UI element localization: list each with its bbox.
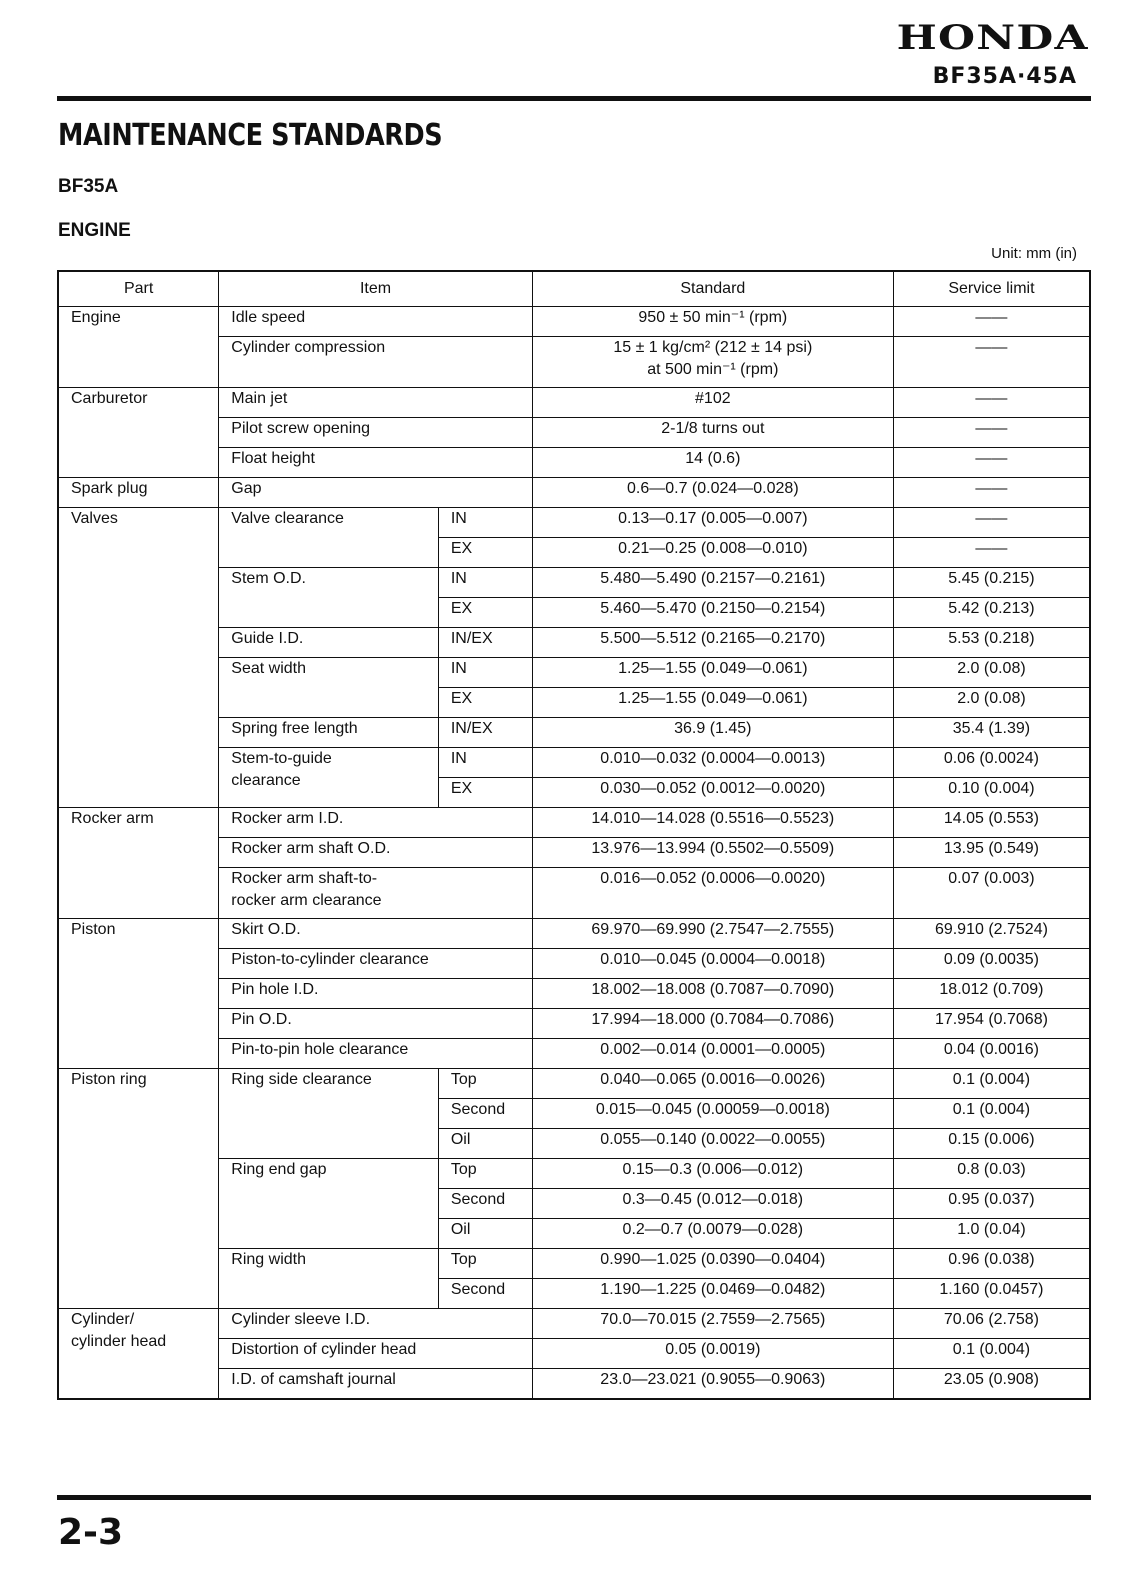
cell-service-limit: ——: [893, 388, 1090, 418]
cell-service-limit: 0.1 (0.004): [893, 1339, 1090, 1369]
cell-part: Valves: [58, 508, 219, 808]
cell-item: Piston-to-cylinder clearance: [219, 949, 533, 979]
cell-service-limit: ——: [893, 478, 1090, 508]
cell-standard: 5.500—5.512 (0.2165—0.2170): [532, 628, 893, 658]
cell-item: Stem O.D.: [219, 568, 439, 628]
cell-service-limit: 17.954 (0.7068): [893, 1009, 1090, 1039]
cell-standard: 0.15—0.3 (0.006—0.012): [532, 1159, 893, 1189]
cell-subitem: Top: [438, 1159, 532, 1189]
cell-standard: 0.13—0.17 (0.005—0.007): [532, 508, 893, 538]
cell-item: Stem-to-guide clearance: [219, 748, 439, 808]
cell-service-limit: 5.53 (0.218): [893, 628, 1090, 658]
table-header-row: [58, 271, 1090, 307]
cell-service-limit: 35.4 (1.39): [893, 718, 1090, 748]
cell-part: Carburetor: [58, 388, 219, 478]
cell-item: Pin O.D.: [219, 1009, 533, 1039]
cell-service-limit: 0.95 (0.037): [893, 1189, 1090, 1219]
cell-service-limit: ——: [893, 448, 1090, 478]
cell-item: Rocker arm I.D.: [219, 808, 533, 838]
cell-item: Rocker arm shaft O.D.: [219, 838, 533, 868]
cell-subitem: IN/EX: [438, 628, 532, 658]
cell-service-limit: 0.04 (0.0016): [893, 1039, 1090, 1069]
cell-standard: 0.015—0.045 (0.00059—0.0018): [532, 1099, 893, 1129]
cell-subitem: Second: [438, 1189, 532, 1219]
cell-service-limit: 2.0 (0.08): [893, 688, 1090, 718]
model-label: BF35A·45A: [932, 64, 1077, 89]
cell-subitem: Oil: [438, 1129, 532, 1159]
cell-service-limit: 1.160 (0.0457): [893, 1279, 1090, 1309]
cell-subitem: EX: [438, 538, 532, 568]
cell-subitem: Second: [438, 1099, 532, 1129]
cell-standard: 14.010—14.028 (0.5516—0.5523): [532, 808, 893, 838]
cell-standard: 14 (0.6): [532, 448, 893, 478]
cell-standard: 1.25—1.55 (0.049—0.061): [532, 658, 893, 688]
cell-subitem: IN: [438, 658, 532, 688]
cell-standard: 69.970—69.990 (2.7547—2.7555): [532, 919, 893, 949]
cell-service-limit: 0.1 (0.004): [893, 1069, 1090, 1099]
cell-service-limit: 0.07 (0.003): [893, 868, 1090, 919]
cell-service-limit: 18.012 (0.709): [893, 979, 1090, 1009]
cell-standard: 0.002—0.014 (0.0001—0.0005): [532, 1039, 893, 1069]
cell-subitem: IN/EX: [438, 718, 532, 748]
cell-service-limit: ——: [893, 418, 1090, 448]
cell-standard: 0.040—0.065 (0.0016—0.0026): [532, 1069, 893, 1099]
cell-standard: 5.480—5.490 (0.2157—0.2161): [532, 568, 893, 598]
cell-subitem: Oil: [438, 1219, 532, 1249]
section-title: ENGINE: [58, 220, 131, 241]
cell-item: Spring free length: [219, 718, 439, 748]
page-number: 2-3: [58, 1512, 124, 1553]
cell-item: Cylinder sleeve I.D.: [219, 1309, 533, 1339]
cell-service-limit: ——: [893, 307, 1090, 337]
cell-standard: 70.0—70.015 (2.7559—2.7565): [532, 1309, 893, 1339]
cell-item: Guide I.D.: [219, 628, 439, 658]
cell-item: Skirt O.D.: [219, 919, 533, 949]
cell-subitem: Top: [438, 1069, 532, 1099]
cell-item: Gap: [219, 478, 533, 508]
cell-item: Rocker arm shaft-to- rocker arm clearance: [219, 868, 533, 919]
maintenance-table: [57, 270, 1091, 1400]
cell-item: Ring end gap: [219, 1159, 439, 1249]
table-row: [58, 1069, 1090, 1099]
cell-item: Pin hole I.D.: [219, 979, 533, 1009]
cell-service-limit: 1.0 (0.04): [893, 1219, 1090, 1249]
table-row: [58, 1309, 1090, 1339]
cell-standard: 1.25—1.55 (0.049—0.061): [532, 688, 893, 718]
table-row: [58, 478, 1090, 508]
cell-service-limit: 69.910 (2.7524): [893, 919, 1090, 949]
cell-standard: 13.976—13.994 (0.5502—0.5509): [532, 838, 893, 868]
cell-standard: 0.05 (0.0019): [532, 1339, 893, 1369]
cell-service-limit: 0.8 (0.03): [893, 1159, 1090, 1189]
cell-standard: 0.010—0.032 (0.0004—0.0013): [532, 748, 893, 778]
header-item: Item: [219, 271, 533, 307]
table-row: [58, 919, 1090, 949]
unit-label: Unit: mm (in): [991, 245, 1077, 262]
table-row: [58, 307, 1090, 337]
cell-subitem: EX: [438, 598, 532, 628]
cell-standard: 0.6—0.7 (0.024—0.028): [532, 478, 893, 508]
cell-item: Valve clearance: [219, 508, 439, 568]
cell-item: Ring width: [219, 1249, 439, 1309]
header-rule: [57, 96, 1091, 101]
cell-service-limit: 0.96 (0.038): [893, 1249, 1090, 1279]
cell-item: Pilot screw opening: [219, 418, 533, 448]
cell-service-limit: 14.05 (0.553): [893, 808, 1090, 838]
cell-subitem: IN: [438, 568, 532, 598]
cell-part: Cylinder/ cylinder head: [58, 1309, 219, 1400]
cell-subitem: IN: [438, 508, 532, 538]
cell-service-limit: 0.1 (0.004): [893, 1099, 1090, 1129]
cell-standard: 36.9 (1.45): [532, 718, 893, 748]
cell-standard: 18.002—18.008 (0.7087—0.7090): [532, 979, 893, 1009]
cell-service-limit: 0.09 (0.0035): [893, 949, 1090, 979]
page-title: MAINTENANCE STANDARDS: [58, 118, 443, 153]
cell-part: Engine: [58, 307, 219, 388]
cell-standard: 0.030—0.052 (0.0012—0.0020): [532, 778, 893, 808]
cell-standard: 5.460—5.470 (0.2150—0.2154): [532, 598, 893, 628]
cell-standard: 950 ± 50 min⁻¹ (rpm): [532, 307, 893, 337]
cell-standard: 2-1/8 turns out: [532, 418, 893, 448]
model-subtitle: BF35A: [58, 176, 119, 197]
cell-subitem: Second: [438, 1279, 532, 1309]
cell-item: Float height: [219, 448, 533, 478]
cell-service-limit: 70.06 (2.758): [893, 1309, 1090, 1339]
footer-rule: [57, 1495, 1091, 1500]
cell-standard: 0.016—0.052 (0.0006—0.0020): [532, 868, 893, 919]
cell-standard: 15 ± 1 kg/cm² (212 ± 14 psi) at 500 min⁻¹ (rpm): [532, 337, 893, 388]
header-part: Part: [58, 271, 219, 307]
cell-subitem: EX: [438, 778, 532, 808]
brand-logo: HONDA: [896, 18, 1089, 58]
cell-standard: 0.055—0.140 (0.0022—0.0055): [532, 1129, 893, 1159]
cell-standard: 0.010—0.045 (0.0004—0.0018): [532, 949, 893, 979]
cell-part: Spark plug: [58, 478, 219, 508]
cell-service-limit: 0.06 (0.0024): [893, 748, 1090, 778]
cell-service-limit: 5.42 (0.213): [893, 598, 1090, 628]
cell-part: Rocker arm: [58, 808, 219, 919]
cell-item: Seat width: [219, 658, 439, 718]
cell-standard: 23.0—23.021 (0.9055—0.9063): [532, 1369, 893, 1400]
cell-standard: #102: [532, 388, 893, 418]
cell-service-limit: 2.0 (0.08): [893, 658, 1090, 688]
cell-part: Piston ring: [58, 1069, 219, 1309]
cell-subitem: EX: [438, 688, 532, 718]
cell-standard: 17.994—18.000 (0.7084—0.7086): [532, 1009, 893, 1039]
cell-standard: 0.21—0.25 (0.008—0.010): [532, 538, 893, 568]
cell-subitem: IN: [438, 748, 532, 778]
cell-service-limit: 5.45 (0.215): [893, 568, 1090, 598]
cell-item: I.D. of camshaft journal: [219, 1369, 533, 1400]
header-standard: Standard: [532, 271, 893, 307]
cell-subitem: Top: [438, 1249, 532, 1279]
cell-standard: 0.3—0.45 (0.012—0.018): [532, 1189, 893, 1219]
cell-service-limit: ——: [893, 508, 1090, 538]
cell-service-limit: 0.10 (0.004): [893, 778, 1090, 808]
cell-item: Idle speed: [219, 307, 533, 337]
table-row: [58, 388, 1090, 418]
cell-service-limit: ——: [893, 337, 1090, 388]
table-row: [58, 508, 1090, 538]
table-row: [58, 808, 1090, 838]
cell-item: Main jet: [219, 388, 533, 418]
cell-item: Cylinder compression: [219, 337, 533, 388]
header-service-limit: Service limit: [893, 271, 1090, 307]
cell-item: Distortion of cylinder head: [219, 1339, 533, 1369]
cell-standard: 1.190—1.225 (0.0469—0.0482): [532, 1279, 893, 1309]
cell-standard: 0.2—0.7 (0.0079—0.028): [532, 1219, 893, 1249]
cell-service-limit: 0.15 (0.006): [893, 1129, 1090, 1159]
cell-service-limit: ——: [893, 538, 1090, 568]
cell-standard: 0.990—1.025 (0.0390—0.0404): [532, 1249, 893, 1279]
cell-service-limit: 23.05 (0.908): [893, 1369, 1090, 1400]
cell-item: Ring side clearance: [219, 1069, 439, 1159]
cell-service-limit: 13.95 (0.549): [893, 838, 1090, 868]
cell-item: Pin-to-pin hole clearance: [219, 1039, 533, 1069]
cell-part: Piston: [58, 919, 219, 1069]
